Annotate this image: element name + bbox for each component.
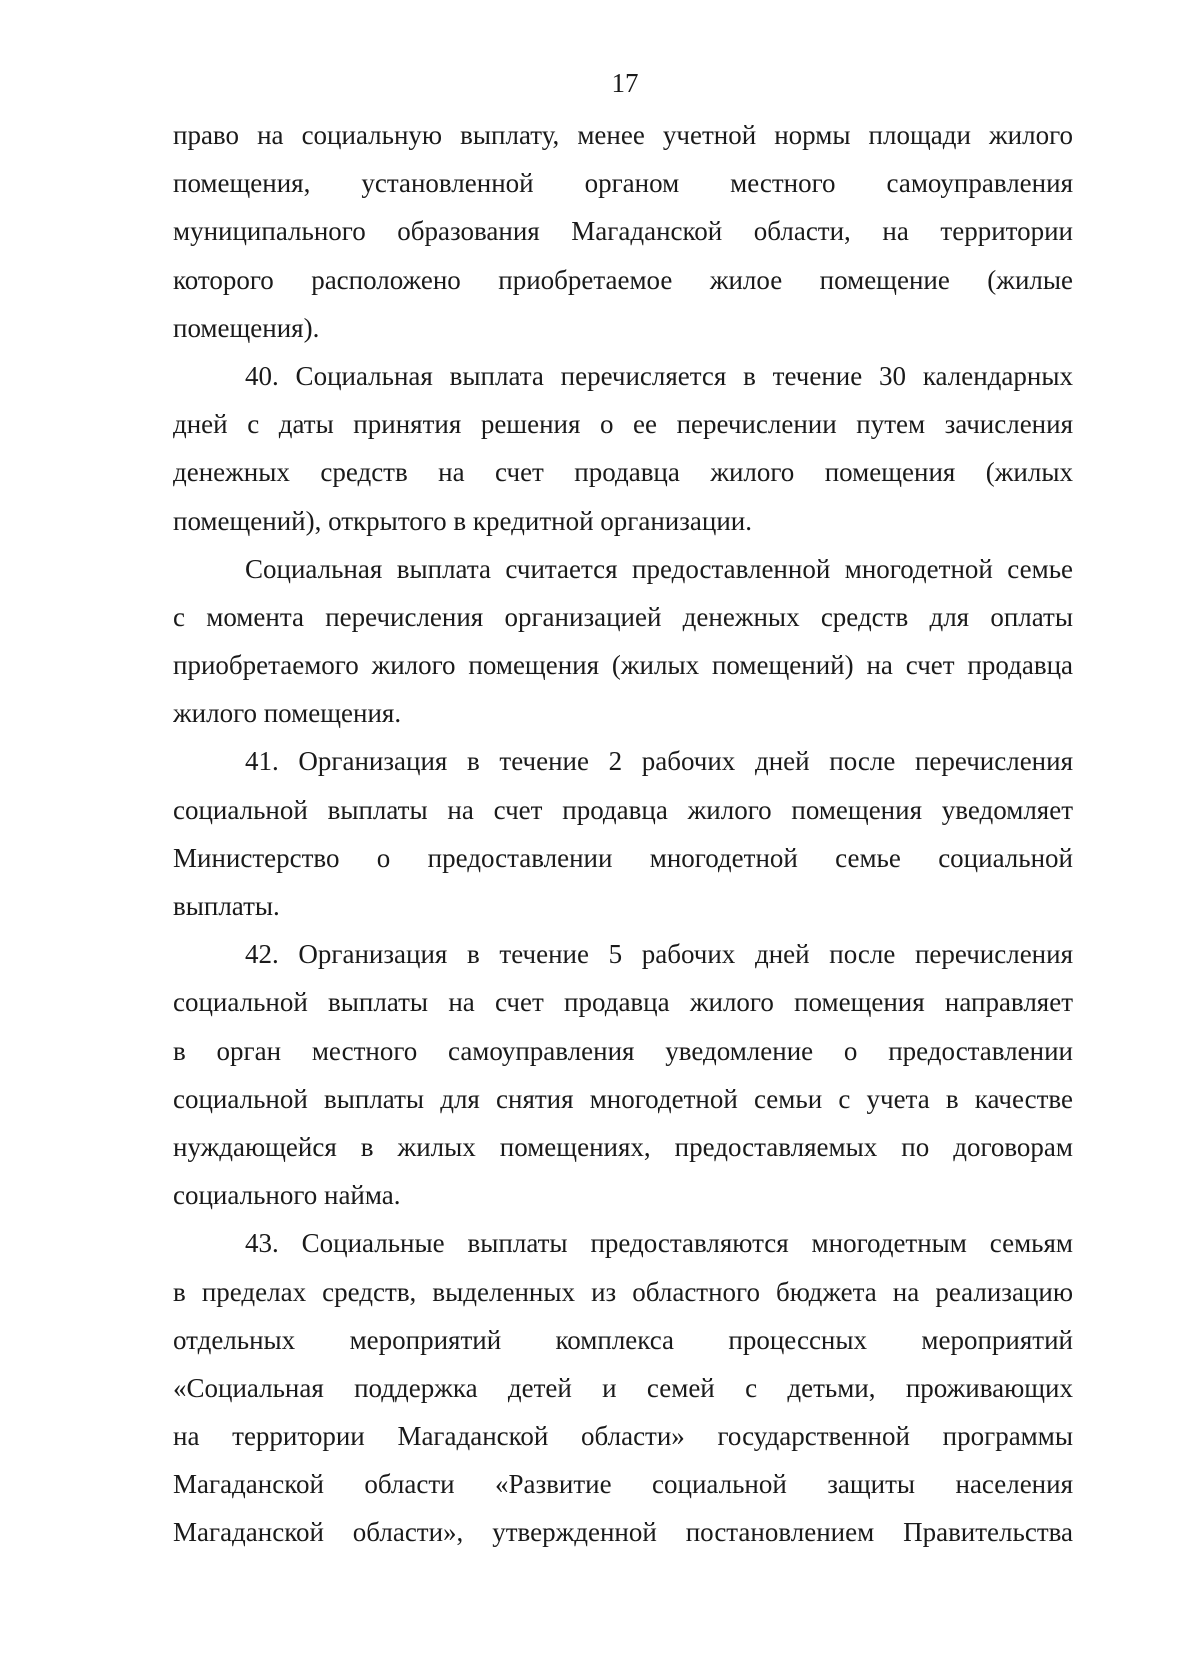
text-line: 41. Организация в течение 2 рабочих дней после перечисления	[245, 746, 1073, 777]
paragraph-payment-considered	[173, 545, 1073, 738]
text-line: дней с даты принятия решения о ее перечислении путем зачисления	[173, 409, 1073, 440]
text-line: приобретаемого жилого помещения (жилых помещений) на счет продавца	[173, 650, 1073, 681]
text-line: жилого помещения.	[173, 698, 402, 729]
page-number: 17	[611, 68, 639, 98]
paragraph-continuation	[173, 111, 1073, 352]
text-line: Магаданской области», утвержденной постановлением Правительства	[173, 1517, 1073, 1548]
text-line: 43. Социальные выплаты предоставляются многодетным семьям	[245, 1228, 1073, 1259]
text-line: 42. Организация в течение 5 рабочих дней после перечисления	[245, 939, 1073, 970]
text-line: Магаданской области «Развитие социальной защиты населения	[173, 1469, 1073, 1500]
text-line: «Социальная поддержка детей и семей с детьми, проживающих	[173, 1372, 1073, 1403]
text-line: отдельных мероприятий комплекса процессных мероприятий	[173, 1324, 1073, 1355]
text-line: выплаты.	[173, 891, 280, 921]
text-line: 40. Социальная выплата перечисляется в течение 30 календарных	[245, 360, 1073, 391]
text-line: Министерство о предоставлении многодетной семье социальной	[173, 842, 1073, 873]
text-line: социальной выплаты на счет продавца жилого помещения направляет	[173, 987, 1073, 1018]
text-line: социальной выплаты для снятия многодетной семьи с учета в качестве	[173, 1083, 1073, 1114]
paragraph-clause-43	[173, 1219, 1073, 1556]
text-line: помещений), открытого в кредитной организации.	[173, 505, 752, 536]
text-line: в пределах средств, выделенных из областного бюджета на реализацию	[173, 1276, 1073, 1307]
text-line: право на социальную выплату, менее учетной нормы площади жилого	[173, 120, 1073, 150]
text-line: с момента перечисления организацией денежных средств для оплаты	[173, 601, 1073, 632]
text-line: нуждающейся в жилых помещениях, предоставляемых по договорам	[173, 1131, 1073, 1162]
text-line: денежных средств на счет продавца жилого помещения (жилых	[173, 457, 1073, 488]
paragraph-clause-42	[173, 930, 1073, 1219]
text-line: помещения).	[173, 312, 320, 343]
paragraph-clause-40	[173, 352, 1073, 545]
document-body	[173, 111, 1073, 1557]
text-line: в орган местного самоуправления уведомление о предоставлении	[173, 1035, 1073, 1066]
text-line: Социальная выплата считается предоставленной многодетной семье	[245, 553, 1073, 584]
text-line: социального найма.	[173, 1180, 401, 1211]
text-line: помещения, установленной органом местного самоуправления	[173, 168, 1073, 199]
text-line: на территории Магаданской области» государственной программы	[173, 1421, 1073, 1452]
paragraph-clause-41	[173, 737, 1073, 930]
text-line: которого расположено приобретаемое жилое помещение (жилые	[173, 264, 1073, 295]
text-line: социальной выплаты на счет продавца жилого помещения уведомляет	[173, 794, 1073, 825]
text-line: муниципального образования Магаданской области, на территории	[173, 216, 1073, 247]
